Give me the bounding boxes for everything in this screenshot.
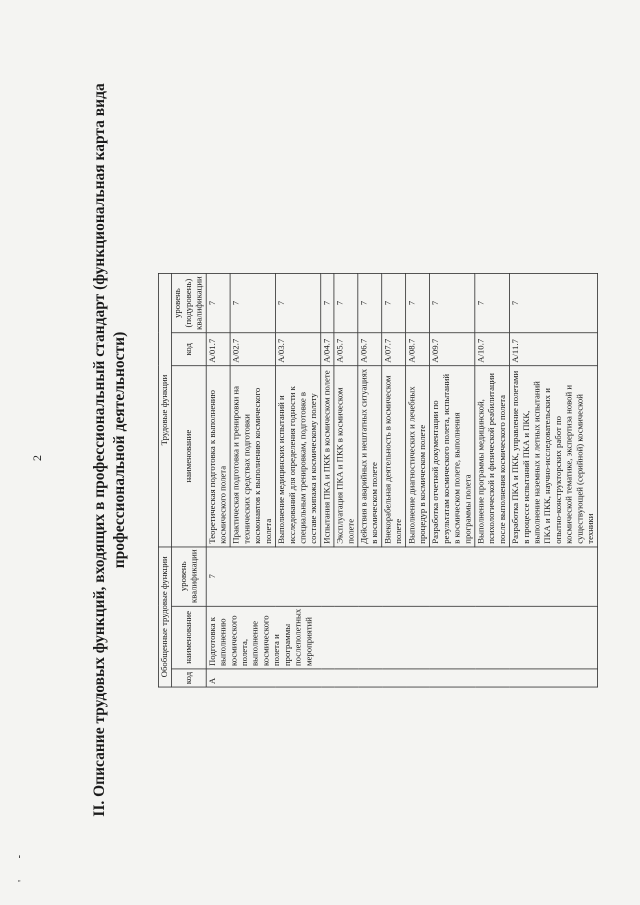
column-header-tf-code: код: [172, 333, 207, 366]
column-header-tf-level: уровень (подуровень) квалификации: [172, 273, 207, 332]
labor-function-code: A/04.7: [321, 333, 334, 366]
labor-function-code: A/10.7: [475, 333, 510, 366]
generalized-name: Подготовка к выполнению космического полета, выполнение космического полета и программы послеполетных мероприятий: [206, 606, 597, 669]
column-header-code: код: [172, 669, 207, 687]
labor-function-code: A/11.7: [509, 333, 597, 366]
labor-function-level: 7: [509, 273, 597, 332]
labor-function-level: 7: [275, 273, 320, 332]
labor-function-name: Разработка отчетной документации по результатам космического полета, испытаний в космическом полете, выполнения программы полета: [429, 365, 474, 546]
header-row-groups: [158, 273, 171, 687]
labor-function-level: 7: [334, 273, 358, 332]
column-header-tf-name: наименование: [172, 365, 207, 546]
labor-function-level: 7: [429, 273, 474, 332]
labor-function-name: Выполнение медицинских испытаний и исследований для определения годности к специальным тренировкам, подготовке в составе экипажа и космическому полету: [275, 365, 320, 546]
labor-function-code: A/01.7: [206, 333, 230, 366]
labor-function-name: Действия в аварийных и нештатных ситуациях в космическом полете: [358, 365, 382, 546]
labor-function-name: Эксплуатация ПКА и ПКК в космическом полете: [334, 365, 358, 546]
functional-map-table-wrapper: [158, 273, 598, 687]
labor-function-code: A/07.7: [382, 333, 406, 366]
functional-map-table: [158, 273, 598, 687]
labor-function-level: 7: [230, 273, 275, 332]
corner-mark: ': [17, 880, 28, 882]
labor-function-name: Выполнение программы медицинской, психологической и физической реабилитации после выполнения космического полета: [475, 365, 510, 546]
labor-function-code: A/08.7: [406, 333, 430, 366]
generalized-level: 7: [206, 546, 597, 605]
page-number: 2: [30, 455, 44, 461]
labor-function-name: Выполнение диагностических и лечебных процедур в космическом полете: [406, 365, 430, 546]
labor-function-code: A/05.7: [334, 333, 358, 366]
labor-function-code: A/03.7: [275, 333, 320, 366]
labor-function-name: Разработка ПКА и ПКК, управление полетами в процессе испытаний ПКА и ПКК, выполнение наземных и летных испытаний ПКА и ПКК, научно-исследовательских и опытно-конструкторских работ по космической тематике, экспертиза новой и существующей (серийной) космической техники: [509, 365, 597, 546]
labor-function-name: Теоретическая подготовка к выполнению космического полета: [206, 365, 230, 546]
labor-functions-header: Трудовые функции: [158, 273, 171, 546]
labor-function-name: Внекорабельная деятельность в космическом полете: [382, 365, 406, 546]
column-header-name: наименование: [172, 606, 207, 669]
labor-function-name: Практическая подготовка и тренировки на технических средствах подготовки космонавтов к выполнению космического полета: [230, 365, 275, 546]
table-row: [206, 273, 230, 687]
column-header-level: уровень квалификации: [172, 546, 207, 605]
labor-function-level: 7: [382, 273, 406, 332]
labor-function-level: 7: [206, 273, 230, 332]
labor-function-level: 7: [358, 273, 382, 332]
labor-function-code: A/02.7: [230, 333, 275, 366]
labor-function-code: A/09.7: [429, 333, 474, 366]
header-row-columns: [172, 273, 207, 687]
labor-function-level: 7: [475, 273, 510, 332]
generalized-code: А: [206, 669, 597, 687]
corner-mark: -: [14, 855, 25, 859]
labor-function-name: Испытания ПКА и ПКК в космическом полете: [321, 365, 334, 546]
labor-function-code: A/06.7: [358, 333, 382, 366]
section-title: II. Описание трудовых функций, входящих в профессиональный стандарт (функциональная карта вида профессиональной деятельности): [91, 83, 128, 817]
labor-function-level: 7: [406, 273, 430, 332]
generalized-functions-header: Обобщенные трудовые функции: [158, 546, 171, 686]
labor-function-level: 7: [321, 273, 334, 332]
